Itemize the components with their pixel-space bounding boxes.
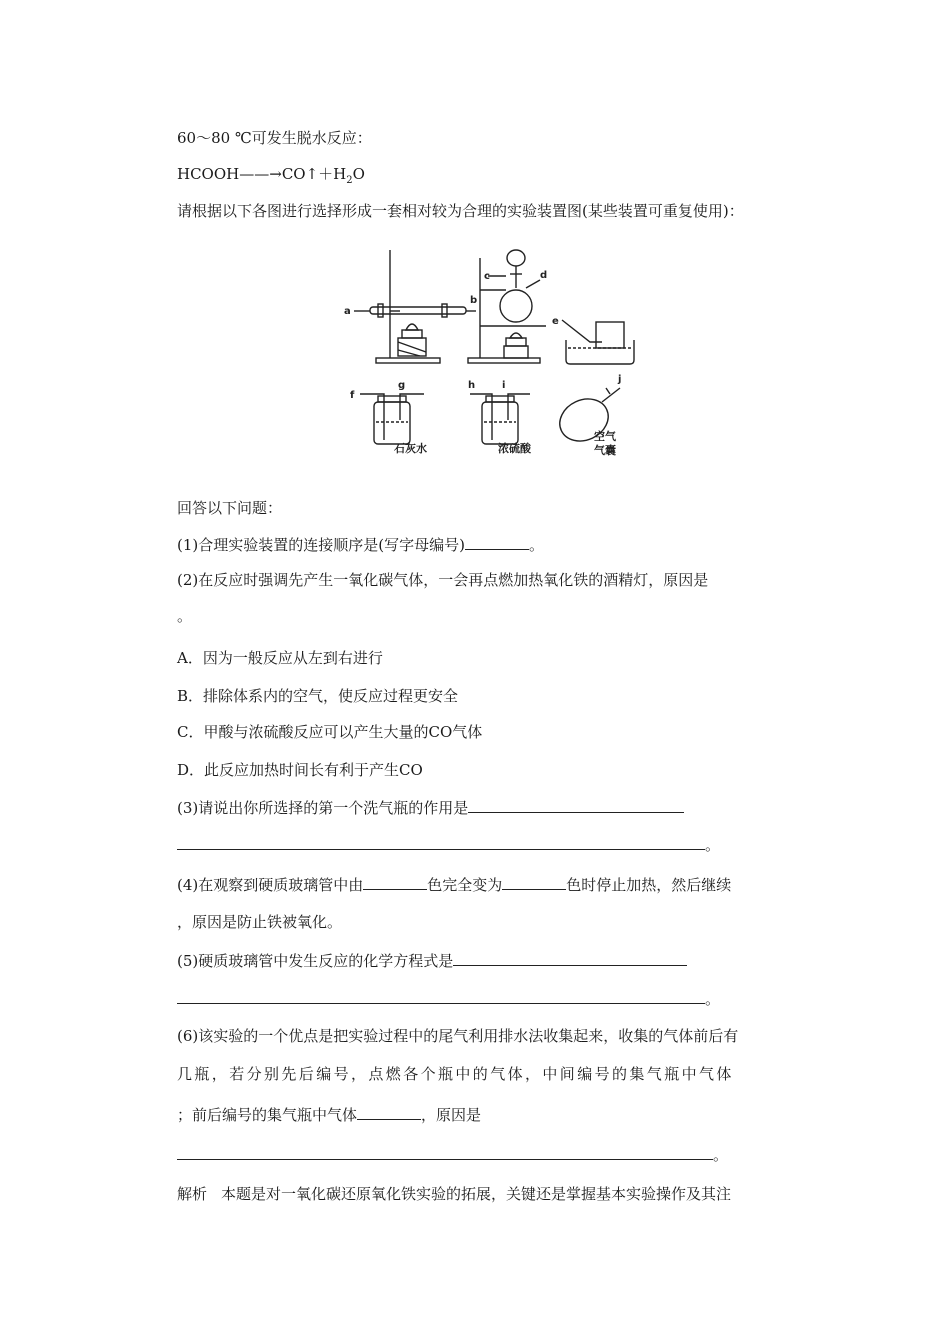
flame-1 xyxy=(406,324,418,330)
question-3-end: 。 xyxy=(705,836,721,854)
label-e: e xyxy=(552,316,559,327)
intro-line-1: 60～80 ℃可发生脱水反应： xyxy=(177,129,372,147)
equation-arrow: ——→ xyxy=(239,165,282,183)
flame-2 xyxy=(510,333,522,338)
equation-tail: O xyxy=(352,165,365,183)
bottle-1-tube-f xyxy=(360,394,384,440)
wash-bottle-acid xyxy=(482,402,518,444)
separatory-funnel xyxy=(507,250,525,266)
question-4-part-c: 色时停止加热，然后继续 xyxy=(566,876,732,894)
question-4-part-b: 色完全变为 xyxy=(427,876,503,894)
analysis xyxy=(177,1184,731,1204)
question-5-end: 。 xyxy=(705,990,721,1008)
question-6-part-c: ；前后编号的集气瓶中气体 xyxy=(177,1106,358,1124)
question-4-blank-2[interactable] xyxy=(502,874,566,890)
question-3-text: (3)请说出你所选择的第一个洗气瓶的作用是 xyxy=(177,799,469,817)
bottle-2-tube-i xyxy=(508,394,530,420)
question-3-blank[interactable] xyxy=(468,797,684,813)
bottle-1-tube-g xyxy=(400,394,424,420)
question-6-blank-1[interactable] xyxy=(357,1104,421,1120)
label-j: j xyxy=(618,374,622,385)
equation-subscript: 2 xyxy=(346,175,353,186)
question-5-blank[interactable] xyxy=(453,950,687,966)
question-6: (6)该实验的一个优点是把实验过程中的尾气利用排水法收集起来，收集的气体前后有 xyxy=(177,1027,739,1045)
question-4-line-2: ，原因是防止铁被氧化。 xyxy=(177,913,343,931)
question-1-end: 。 xyxy=(528,536,544,554)
equation-reactant: HCOOH xyxy=(177,165,240,183)
question-4-blank-1[interactable] xyxy=(363,874,427,890)
question-6-line-4 xyxy=(177,1144,728,1165)
question-4-part-a: (4)在观察到硬质玻璃管中由 xyxy=(177,876,364,894)
question-5-text: (5)硬质玻璃管中发生反应的化学方程式是 xyxy=(177,952,454,970)
option-b: B．排除体系内的空气，使反应过程更安全 xyxy=(177,687,459,705)
label-b: b xyxy=(470,295,478,306)
intro-line-3: 请根据以下各图进行选择形成一套相对较为合理的实验装置图(某些装置可重复使用)： xyxy=(177,202,744,220)
label-d: d xyxy=(540,270,548,281)
stopper-right xyxy=(442,304,447,317)
question-5-line-2 xyxy=(177,988,720,1009)
question-6-line-2: 几瓶，若分别先后编号，点燃各个瓶中的气体，中间编号的集气瓶中气体 xyxy=(177,1065,734,1083)
questions-intro: 回答以下问题： xyxy=(177,499,283,517)
question-3-blank-2[interactable] xyxy=(177,834,705,850)
label-h: h xyxy=(468,380,476,391)
question-2: (2)在反应时强调先产生一氧化碳气体，一会再点燃加热氧化铁的酒精灯，原因是 xyxy=(177,571,709,589)
caption-limewater: 石灰水 xyxy=(394,442,427,455)
option-d: D．此反应加热时间长有利于产生CO xyxy=(177,761,423,779)
question-5-blank-2[interactable] xyxy=(177,988,705,1004)
option-a: A．因为一般反应从左到右进行 xyxy=(177,649,383,667)
burner-2-top xyxy=(506,338,526,346)
stopper-left xyxy=(378,304,383,317)
wash-bottle-limewater xyxy=(374,402,410,444)
question-6-end: 。 xyxy=(713,1146,729,1164)
bottle-2-tube-h xyxy=(470,394,492,440)
bottle-1-neck xyxy=(378,396,406,402)
stand-2-base xyxy=(468,358,540,363)
bottle-2-neck xyxy=(486,396,514,402)
burner-1-top xyxy=(402,330,422,338)
caption-air: 空气 xyxy=(594,430,616,443)
round-flask xyxy=(500,290,532,322)
glass-tube xyxy=(370,307,466,314)
caption-acid: 浓硫酸 xyxy=(498,442,531,455)
question-5 xyxy=(177,950,687,971)
label-c: c xyxy=(484,271,490,282)
air-bag-clip xyxy=(606,388,610,394)
option-c: C．甲酸与浓硫酸反应可以产生大量的CO气体 xyxy=(177,723,483,741)
question-2-end: 。 xyxy=(177,607,193,625)
equation-products: CO↑＋H xyxy=(281,165,347,183)
caption-bag: 气囊 xyxy=(594,444,616,457)
question-6-line-3 xyxy=(177,1104,481,1125)
label-i: i xyxy=(502,380,506,391)
label-a: a xyxy=(344,306,351,317)
flask-side-arm-d xyxy=(526,280,540,288)
apparatus-figure xyxy=(340,236,640,458)
question-6-blank-2[interactable] xyxy=(177,1144,713,1160)
stand-1-base xyxy=(376,358,440,363)
reaction-equation xyxy=(177,164,365,191)
question-3 xyxy=(177,797,684,818)
air-bag-tube-j xyxy=(602,388,620,402)
label-g: g xyxy=(398,380,406,391)
burner-2-body xyxy=(504,346,528,358)
question-6-part-d: ，原因是 xyxy=(421,1106,482,1124)
analysis-text: 本题是对一氧化碳还原氧化铁实验的拓展，关键还是掌握基本实验操作及其注 xyxy=(221,1185,732,1203)
question-1-text: (1)合理实验装置的连接顺序是(写字母编号) xyxy=(177,536,465,554)
question-4 xyxy=(177,874,731,895)
label-f: f xyxy=(350,390,355,401)
question-1-blank[interactable] xyxy=(465,534,529,550)
question-1 xyxy=(177,534,544,555)
question-3-line-2 xyxy=(177,834,720,855)
analysis-label: 解析 xyxy=(177,1185,208,1203)
gas-jar-inverted xyxy=(596,322,624,348)
burner-1-hatch-2 xyxy=(398,350,420,356)
